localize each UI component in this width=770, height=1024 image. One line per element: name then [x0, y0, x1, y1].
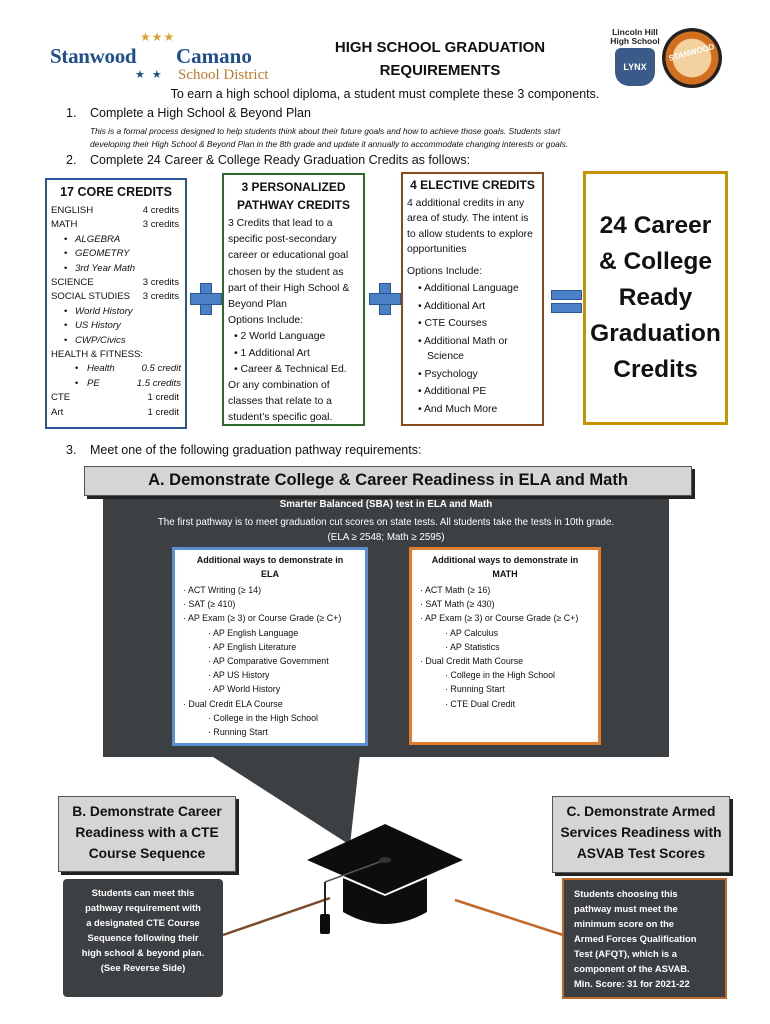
total-credits-box — [583, 171, 728, 425]
stars-icon: ★★★ — [140, 30, 176, 44]
elective-credits-title: 4 ELECTIVE CREDITS — [410, 178, 535, 192]
core-credits-title: 17 CORE CREDITS — [60, 185, 172, 199]
math-option: · ACT Math (≥ 16) — [420, 583, 590, 597]
pathway-credits-box — [222, 173, 365, 426]
pathway-description: 3 Credits that lead to a specific post-secondary career or educational goal chosen by the student as part of their High School & Beyond Plan — [228, 218, 350, 311]
ela-option: · Dual Credit ELA Course — [183, 697, 357, 711]
elective-option: • Additional Language — [407, 281, 538, 296]
pathway-option: • 2 World Language — [228, 329, 359, 345]
title-line-1: HIGH SCHOOL GRADUATION — [334, 39, 546, 56]
pathway-c-title: C. Demonstrate Armed Services Readiness with ASVAB Test Scores — [552, 796, 730, 873]
math-options-title: Additional ways to demonstrate in MATH — [431, 555, 579, 579]
cte-row: CTE 1 credit — [51, 392, 179, 404]
ela-sub-option: · AP World History — [183, 682, 357, 696]
elective-option: • CTE Courses — [407, 316, 538, 331]
elective-option: • Additional Art — [407, 299, 538, 314]
plus-icon — [190, 283, 220, 313]
step-number: 1. — [66, 106, 77, 120]
ela-option: · SAT (≥ 410) — [183, 597, 357, 611]
step-number: 3. — [66, 443, 77, 457]
equals-icon — [551, 290, 580, 312]
health-row: HEALTH & FITNESS: — [51, 349, 144, 361]
step-text: Meet one of the following graduation pathway requirements: — [90, 443, 422, 457]
pathway-c-description: Students choosing this pathway must meet the minimum score on the Armed Forces Qualification Test (AFQT), which is a component of the ASVAB. Min. Score: 31 for 2021-22 — [562, 878, 727, 999]
ela-sub-option: · AP English Literature — [183, 640, 357, 654]
math-sub-option: · College in the High School — [420, 668, 590, 682]
math-sub-option: · AP Calculus — [420, 626, 590, 640]
math-row: MATH 3 credits — [51, 219, 179, 231]
small-stars-icon: ★ ★ — [135, 69, 164, 81]
ela-sub-option: · AP US History — [183, 668, 357, 682]
core-credits-box — [45, 178, 187, 429]
pathway-credits-title: 3 PERSONALIZED PATHWAY CREDITS — [237, 180, 350, 212]
lynx-mascot: LYNX — [615, 48, 655, 86]
pe-item: • PE 1.5 credits — [51, 377, 181, 391]
pathway-option: • Career & Technical Ed. — [228, 362, 359, 378]
elective-options-label: Options Include: — [407, 265, 483, 277]
page-title — [300, 36, 580, 82]
social-studies-row: SOCIAL STUDIES 3 credits — [51, 291, 179, 303]
sba-desc-line-1: The first pathway is to meet graduation cut scores on state tests. All students take the tests in 10th grade. — [157, 517, 615, 528]
math-option: · SAT Math (≥ 430) — [420, 597, 590, 611]
total-line: Credits — [613, 356, 698, 383]
math-item: • ALGEBRA — [51, 233, 181, 247]
art-row: Art 1 credit — [51, 406, 179, 418]
lynx-logo-text-1: Lincoln Hill — [612, 27, 658, 37]
spartans-logo — [662, 28, 722, 88]
math-option: · AP Exam (≥ 3) or Course Grade (≥ C+) — [420, 611, 590, 625]
title-line-2: REQUIREMENTS — [379, 62, 501, 79]
step-1-description — [90, 125, 690, 151]
lynx-logo-text-2: High School — [610, 36, 660, 46]
total-line: Graduation — [590, 320, 721, 347]
ela-sub-option: · College in the High School — [183, 711, 357, 725]
ela-option: · ACT Writing (≥ 14) — [183, 583, 357, 597]
plus-icon — [369, 283, 399, 313]
district-name-1: Stanwood — [50, 44, 137, 68]
sba-desc-line-2: (ELA ≥ 2548; Math ≥ 2595) — [327, 532, 445, 543]
sba-description — [103, 515, 669, 545]
math-item: • GEOMETRY — [51, 247, 181, 261]
district-name-2: Camano — [176, 44, 252, 68]
step-1-desc-line-1: This is a formal process designed to help students think about their future goals and how to achieve those goals. Students start — [90, 126, 561, 136]
social-item: • US History — [51, 319, 181, 333]
step-text: Complete a High School & Beyond Plan — [90, 106, 311, 120]
elective-option: • Psychology — [407, 367, 538, 382]
ela-options-title: Additional ways to demonstrate in ELA — [196, 555, 344, 579]
science-row: SCIENCE 3 credits — [51, 277, 179, 289]
graduation-cap-icon — [305, 820, 465, 938]
district-name-3: School District — [178, 67, 269, 83]
district-logo — [50, 30, 280, 86]
social-item: • CWP/Civics — [51, 334, 181, 348]
ela-sub-option: · Running Start — [183, 725, 357, 739]
spartans-logo-text: STANWOOD — [667, 42, 716, 63]
ela-options-box — [172, 547, 368, 746]
step-text: Complete 24 Career & College Ready Graduation Credits as follows: — [90, 153, 471, 167]
english-row: ENGLISH 4 credits — [51, 205, 179, 216]
ela-option: · AP Exam (≥ 3) or Course Grade (≥ C+) — [183, 611, 357, 625]
lynx-logo — [605, 28, 665, 88]
pathway-options-label: Options Include: — [228, 315, 304, 327]
sba-title: Smarter Balanced (SBA) test in ELA and Math — [279, 499, 493, 510]
social-item: • World History — [51, 305, 181, 319]
math-sub-option: · CTE Dual Credit — [420, 697, 590, 711]
total-line: Ready — [618, 284, 693, 311]
ela-sub-option: · AP English Language — [183, 626, 357, 640]
pathway-a-title: A. Demonstrate College & Career Readiness in ELA and Math — [84, 466, 692, 496]
step-number: 2. — [66, 153, 77, 167]
elective-option: • Additional PE — [407, 384, 538, 399]
total-line: 24 Career — [599, 212, 712, 239]
intro-text: To earn a high school diploma, a student must complete these 3 components. — [170, 87, 600, 101]
pathway-b-description: Students can meet this pathway requirement with a designated CTE Course Sequence following their high school & beyond plan. (See Reverse Side) — [63, 879, 223, 997]
pathway-footer: Or any combination of classes that relate to a student’s specific goal. — [228, 380, 333, 424]
math-sub-option: · AP Statistics — [420, 640, 590, 654]
pathway-b-title: B. Demonstrate Career Readiness with a CTE Course Sequence — [58, 796, 236, 872]
math-option: · Dual Credit Math Course — [420, 654, 590, 668]
total-line: & College — [598, 248, 712, 275]
pathway-option: • 1 Additional Art — [228, 346, 359, 362]
elective-option: • Additional Math or Science — [407, 334, 538, 365]
elective-option: • And Much More — [407, 402, 538, 417]
ela-sub-option: · AP Comparative Government — [183, 654, 357, 668]
math-options-box — [409, 547, 601, 745]
elective-description: 4 additional credits in any area of study. The intent is to allow students to explore opportunities — [407, 198, 533, 256]
health-item: • Health 0.5 credit — [51, 362, 181, 376]
step-1-desc-line-2: developing their High School & Beyond Plan in the 8th grade and update it annually to accommodate changing interests or goals. — [90, 139, 569, 149]
elective-credits-box — [401, 172, 544, 426]
math-sub-option: · Running Start — [420, 682, 590, 696]
math-item: • 3rd Year Math — [51, 262, 181, 276]
